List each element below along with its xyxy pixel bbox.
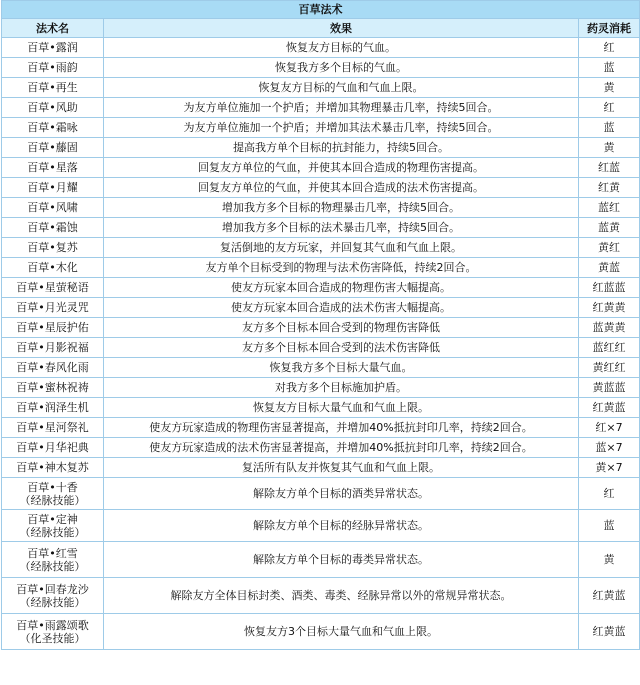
header-name: 法术名 bbox=[2, 19, 104, 38]
spell-effect: 增加我方多个目标的法术暴击几率，持续5回合。 bbox=[104, 218, 579, 238]
table-row bbox=[2, 478, 640, 510]
table-row bbox=[2, 198, 640, 218]
table-row bbox=[2, 78, 640, 98]
spell-name: 百草•风啸 bbox=[2, 198, 104, 218]
spell-effect: 使友方玩家本回合造成的法术伤害大幅提高。 bbox=[104, 298, 579, 318]
spell-effect: 解除友方单个目标的毒类异常状态。 bbox=[104, 542, 579, 578]
spell-cost: 黄蓝蓝 bbox=[579, 378, 640, 398]
table-row bbox=[2, 98, 640, 118]
spell-effect: 解除友方单个目标的酒类异常状态。 bbox=[104, 478, 579, 510]
spell-name: 百草•蜜林祝祷 bbox=[2, 378, 104, 398]
spell-name-main: 百草•定神 bbox=[27, 512, 78, 526]
spell-effect: 增加我方多个目标的物理暴击几率，持续5回合。 bbox=[104, 198, 579, 218]
table-title-row bbox=[2, 1, 640, 19]
spell-name bbox=[2, 578, 104, 614]
table-row bbox=[2, 58, 640, 78]
spell-cost: 红黄蓝 bbox=[579, 398, 640, 418]
table-row bbox=[2, 298, 640, 318]
spell-effect: 复活所有队友并恢复其气血和气血上限。 bbox=[104, 458, 579, 478]
spell-cost: 蓝红 bbox=[579, 198, 640, 218]
spell-name bbox=[2, 478, 104, 510]
spell-cost: 黄 bbox=[579, 138, 640, 158]
spell-effect: 解除友方单个目标的经脉异常状态。 bbox=[104, 510, 579, 542]
table-row bbox=[2, 118, 640, 138]
spell-cost: 蓝 bbox=[579, 58, 640, 78]
table-row bbox=[2, 38, 640, 58]
spell-cost: 蓝黄黄 bbox=[579, 318, 640, 338]
table-row bbox=[2, 418, 640, 438]
spell-name-main: 百草•红雪 bbox=[27, 546, 78, 560]
spell-name: 百草•雨韵 bbox=[2, 58, 104, 78]
spell-effect: 为友方单位施加一个护盾；并增加其法术暴击几率，持续5回合。 bbox=[104, 118, 579, 138]
spell-name: 百草•霜蚀 bbox=[2, 218, 104, 238]
spell-name: 百草•神木复苏 bbox=[2, 458, 104, 478]
spell-cost: 黄红 bbox=[579, 238, 640, 258]
spell-effect: 友方多个目标本回合受到的法术伤害降低 bbox=[104, 338, 579, 358]
spell-effect: 恢复我方多个目标的气血。 bbox=[104, 58, 579, 78]
spell-name: 百草•再生 bbox=[2, 78, 104, 98]
spell-effect: 为友方单位施加一个护盾；并增加其物理暴击几率，持续5回合。 bbox=[104, 98, 579, 118]
table-row bbox=[2, 178, 640, 198]
table-row bbox=[2, 338, 640, 358]
header-cost: 药灵消耗 bbox=[579, 19, 640, 38]
table-row bbox=[2, 318, 640, 338]
table-row bbox=[2, 458, 640, 478]
spell-name: 百草•春风化雨 bbox=[2, 358, 104, 378]
spell-effect: 提高我方单个目标的抗封能力，持续5回合。 bbox=[104, 138, 579, 158]
spell-name: 百草•星萤秘语 bbox=[2, 278, 104, 298]
spell-effect: 友方多个目标本回合受到的物理伤害降低 bbox=[104, 318, 579, 338]
table-row bbox=[2, 438, 640, 458]
spell-name: 百草•星辰护佑 bbox=[2, 318, 104, 338]
spell-name: 百草•月影祝福 bbox=[2, 338, 104, 358]
spell-table bbox=[1, 0, 640, 650]
spell-cost: 黄蓝 bbox=[579, 258, 640, 278]
spell-name: 百草•月华祀典 bbox=[2, 438, 104, 458]
table-row bbox=[2, 398, 640, 418]
spell-cost: 红×7 bbox=[579, 418, 640, 438]
spell-name: 百草•月耀 bbox=[2, 178, 104, 198]
spell-cost: 红蓝蓝 bbox=[579, 278, 640, 298]
spell-name: 百草•霜咏 bbox=[2, 118, 104, 138]
spell-name-note: （经脉技能） bbox=[19, 559, 86, 573]
spell-effect: 恢复友方目标的气血。 bbox=[104, 38, 579, 58]
spell-name: 百草•星河祭礼 bbox=[2, 418, 104, 438]
spell-name bbox=[2, 510, 104, 542]
table-row bbox=[2, 542, 640, 578]
table-row bbox=[2, 278, 640, 298]
table-row bbox=[2, 138, 640, 158]
spell-name: 百草•藤固 bbox=[2, 138, 104, 158]
spell-effect: 使友方玩家造成的物理伤害显著提高，并增加40%抵抗封印几率，持续2回合。 bbox=[104, 418, 579, 438]
spell-cost: 红 bbox=[579, 98, 640, 118]
spell-name: 百草•星落 bbox=[2, 158, 104, 178]
table-row bbox=[2, 218, 640, 238]
spell-effect: 恢复我方多个目标大量气血。 bbox=[104, 358, 579, 378]
spell-name-main: 百草•十香 bbox=[27, 480, 78, 494]
table-row bbox=[2, 614, 640, 650]
spell-effect: 使友方玩家本回合造成的物理伤害大幅提高。 bbox=[104, 278, 579, 298]
spell-cost: 黄 bbox=[579, 78, 640, 98]
spell-name-note: （经脉技能） bbox=[19, 493, 86, 507]
spell-effect: 使友方玩家造成的法术伤害显著提高，并增加40%抵抗封印几率，持续2回合。 bbox=[104, 438, 579, 458]
spell-name: 百草•复苏 bbox=[2, 238, 104, 258]
spell-effect: 对我方多个目标施加护盾。 bbox=[104, 378, 579, 398]
table-row bbox=[2, 510, 640, 542]
spell-effect: 回复友方单位的气血，并使其本回合造成的物理伤害提高。 bbox=[104, 158, 579, 178]
spell-name-note: （化圣技能） bbox=[19, 631, 86, 645]
spell-cost: 红黄 bbox=[579, 178, 640, 198]
spell-cost: 红 bbox=[579, 478, 640, 510]
spell-name: 百草•月光灵咒 bbox=[2, 298, 104, 318]
spell-cost: 蓝 bbox=[579, 510, 640, 542]
table-row bbox=[2, 258, 640, 278]
table-row bbox=[2, 378, 640, 398]
spell-cost: 蓝红红 bbox=[579, 338, 640, 358]
spell-effect: 复活倒地的友方玩家，并回复其气血和气血上限。 bbox=[104, 238, 579, 258]
table-row bbox=[2, 158, 640, 178]
spell-name: 百草•风助 bbox=[2, 98, 104, 118]
spell-name: 百草•露润 bbox=[2, 38, 104, 58]
spell-effect: 回复友方单位的气血，并使其本回合造成的法术伤害提高。 bbox=[104, 178, 579, 198]
spell-name: 百草•木化 bbox=[2, 258, 104, 278]
table-row bbox=[2, 358, 640, 378]
table-row bbox=[2, 238, 640, 258]
spell-cost: 黄×7 bbox=[579, 458, 640, 478]
spell-cost: 红黄蓝 bbox=[579, 578, 640, 614]
spell-name-main: 百草•雨露颂歌 bbox=[16, 618, 89, 632]
spell-cost: 红 bbox=[579, 38, 640, 58]
spell-effect: 解除友方全体目标封类、酒类、毒类、经脉异常以外的常规异常状态。 bbox=[104, 578, 579, 614]
spell-name: 百草•润泽生机 bbox=[2, 398, 104, 418]
table-header-row bbox=[2, 19, 640, 38]
table-body bbox=[2, 38, 640, 650]
spell-name bbox=[2, 542, 104, 578]
spell-cost: 红蓝 bbox=[579, 158, 640, 178]
spell-effect: 恢复友方3个目标大量气血和气血上限。 bbox=[104, 614, 579, 650]
spell-cost: 蓝黄 bbox=[579, 218, 640, 238]
table-row bbox=[2, 578, 640, 614]
spell-effect: 恢复友方目标的气血和气血上限。 bbox=[104, 78, 579, 98]
spell-cost: 黄 bbox=[579, 542, 640, 578]
spell-cost: 黄红红 bbox=[579, 358, 640, 378]
spell-cost: 蓝×7 bbox=[579, 438, 640, 458]
spell-name-note: （经脉技能） bbox=[19, 595, 86, 609]
header-effect: 效果 bbox=[104, 19, 579, 38]
spell-cost: 蓝 bbox=[579, 118, 640, 138]
spell-name-note: （经脉技能） bbox=[19, 525, 86, 539]
spell-effect: 恢复友方目标大量气血和气血上限。 bbox=[104, 398, 579, 418]
spell-cost: 红黄蓝 bbox=[579, 614, 640, 650]
spell-name-main: 百草•回春龙沙 bbox=[16, 582, 89, 596]
spell-cost: 红黄黄 bbox=[579, 298, 640, 318]
spell-effect: 友方单个目标受到的物理与法术伤害降低，持续2回合。 bbox=[104, 258, 579, 278]
table-title: 百草法术 bbox=[2, 1, 640, 19]
spell-name bbox=[2, 614, 104, 650]
